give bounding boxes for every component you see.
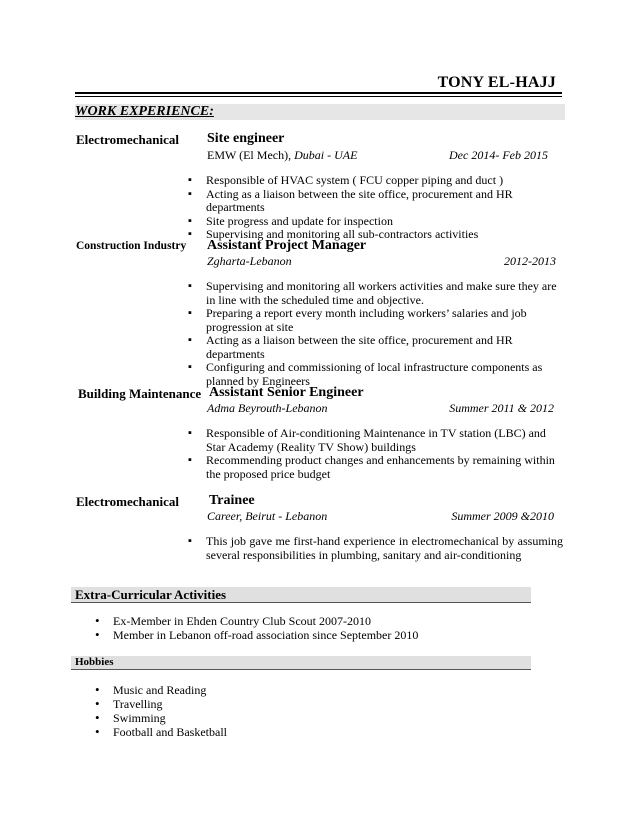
job-location-line [207,254,292,269]
job-category: Electromechanical [76,132,180,147]
header-rule-thin [75,96,562,97]
extra-curricular-list [95,614,418,642]
job-bullet-list [188,535,563,562]
list-item: • Football and Basketball [95,725,227,739]
job-dates: Summer 2009 &2010 [451,509,554,523]
job-category: Electromechanical [76,494,180,509]
job-location: Adma Beyrouth-Lebanon [207,401,328,415]
job-title: Assistant Project Manager [207,238,367,253]
job-dates: Summer 2011 & 2012 [449,401,554,415]
extra-curricular-heading: Extra-Curricular Activities [75,587,227,602]
list-item: • Swimming [95,711,227,725]
work-experience-heading-bar [75,104,565,120]
job-title: Site engineer [207,131,285,146]
job-bullet-list [188,280,563,388]
extra-curricular-heading-bar [71,587,531,603]
header-rule-thick [75,92,562,94]
job-category: Construction Industry [76,240,187,252]
hobbies-heading-bar [71,656,531,670]
hobbies-heading: Hobbies [75,656,114,668]
job-bullet: ▪ Responsible of HVAC system ( FCU copper piping and duct ) [188,174,563,188]
job-location: Zgharta-Lebanon [207,254,292,268]
job-dates: 2012-2013 [504,254,556,268]
job-bullet: ▪ Acting as a liaison between the site office, procurement and HR departments [188,334,563,361]
job-company: EMW (El Mech), [207,148,292,162]
job-bullet: ▪ Acting as a liaison between the site office, procurement and HR departments [188,188,563,215]
job-title: Trainee [209,493,255,508]
list-item: • Travelling [95,697,227,711]
candidate-name: TONY EL-HAJJ [437,74,556,91]
job-bullet: ▪ Configuring and commissioning of local infrastructure components as planned by Engineers [188,361,563,388]
job-company-location [207,148,357,163]
job-bullet: ▪ Supervising and monitoring all workers activities and make sure they are in line with the scheduled time and objective. [188,280,563,307]
job-category: Building Maintenance [78,386,202,401]
job-dates: Dec 2014- Feb 2015 [449,148,548,162]
job-bullet-list [188,427,563,481]
job-bullet: ▪ Recommending product changes and enhancements by remaining within the proposed price budget [188,454,563,481]
work-experience-heading: WORK EXPERIENCE: [75,104,214,119]
job-bullet: ▪ Site progress and update for inspection [188,215,563,229]
job-location: Career, Beirut - Lebanon [207,509,328,523]
list-item: • Member in Lebanon off-road association since September 2010 [95,628,418,642]
job-bullet: ▪ Preparing a report every month including workers’ salaries and job progression at site [188,307,563,334]
job-bullet-list [188,174,563,242]
job-bullet: ▪ Responsible of Air-conditioning Maintenance in TV station (LBC) and Star Academy (Reality TV Show) buildings [188,427,563,454]
job-location: Dubai - UAE [294,148,358,162]
job-bullet: ▪ This job gave me first-hand experience in electromechanical by assuming several responsibilities in plumbing, sanitary and air-conditioning [188,535,563,562]
job-location-line [207,509,327,524]
list-item: • Music and Reading [95,683,227,697]
job-location-line [207,401,328,416]
list-item: • Ex-Member in Ehden Country Club Scout 2007-2010 [95,614,418,628]
job-bullet: ▪ Supervising and monitoring all sub-contractors activities [188,228,563,242]
job-title: Assistant Senior Engineer [209,385,364,400]
hobbies-list [95,683,227,739]
